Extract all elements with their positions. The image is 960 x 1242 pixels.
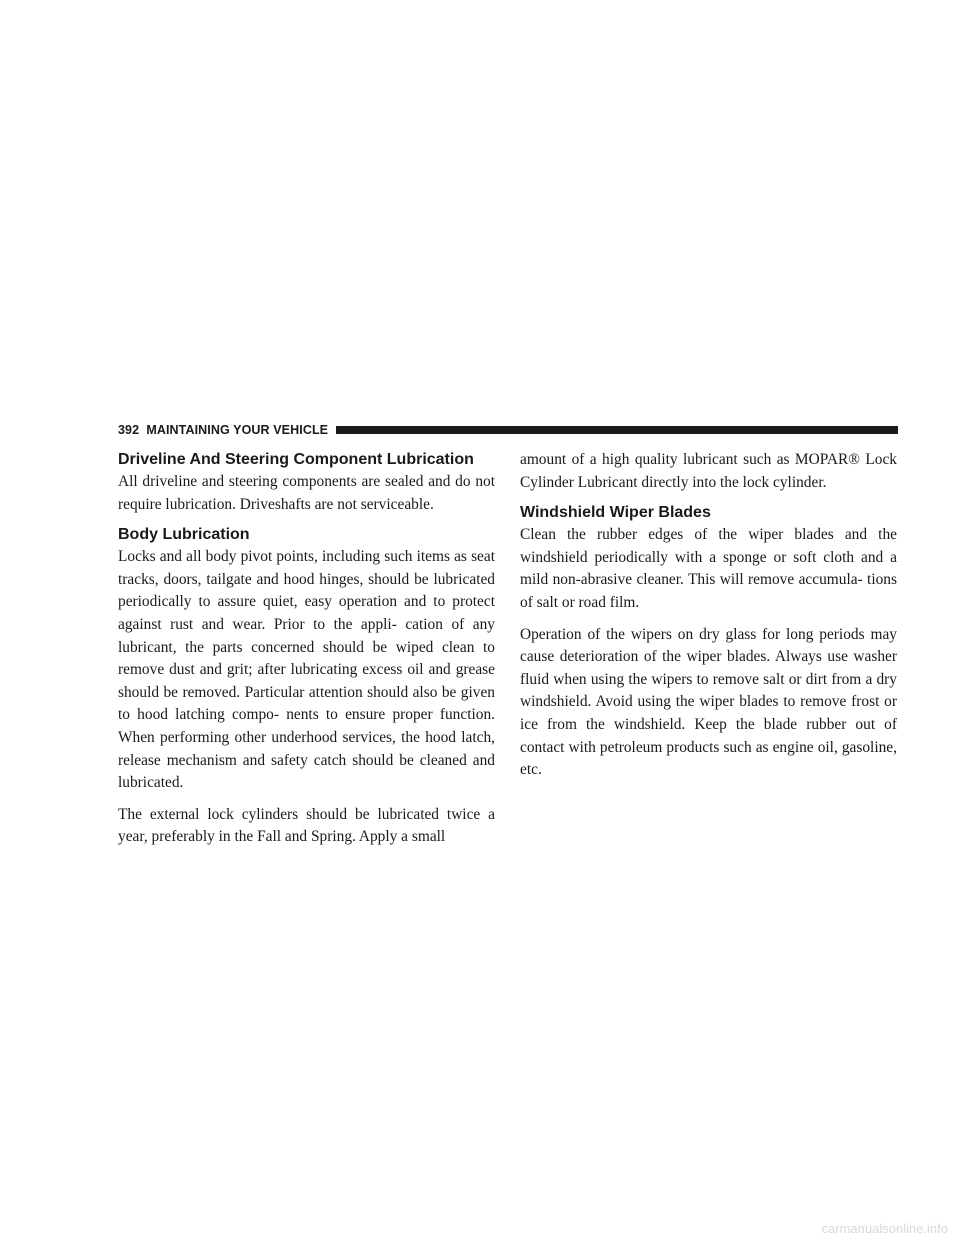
paragraph-wiper-blades-1: Clean the rubber edges of the wiper blades and the windshield periodically with a sponge or soft cloth and a mild non-abrasive cleaner. This will remove accumula- tions of salt or road film. [520, 526, 897, 611]
paragraph-body-lubrication-2: The external lock cylinders should be lubricated twice a year, preferably in the Fall and Spring. Apply a small [118, 805, 495, 846]
page-number: 392 [118, 423, 140, 437]
header-rule [336, 426, 898, 434]
paragraph-lock-cylinder-continuation: amount of a high quality lubricant such as MOPAR® Lock Cylinder Lubricant directly into the lock cylinder. [520, 451, 897, 491]
page-header-label [118, 423, 328, 437]
left-column [118, 449, 495, 849]
paragraph-body-lubrication-1: Locks and all body pivot points, including such items as seat tracks, doors, tailgate and hood hinges, should be lubricated periodically to assure quiet, easy operation and to protect against rust and wear. Prior to the appli- cation of any lubricant, the parts concerned should be wiped clean to remove dust and grit; after lubricating excess oil and grease should be removed. Particular attention should also be given to hood latching compo- nents to ensure proper function. When performing other underhood services, the hood latch, release mechanism and safety catch should be cleaned and lubricated. [118, 548, 495, 792]
running-header [118, 421, 898, 439]
right-column [520, 449, 897, 782]
heading-windshield-wiper-blades: Windshield Wiper Blades [520, 504, 711, 522]
heading-body-lubrication: Body Lubrication [118, 526, 250, 544]
paragraph-wiper-blades-2: Operation of the wipers on dry glass for long periods may cause deterioration of the wiper blades. Always use washer fluid when using the wipers to remove salt or dirt from a dry windshield. Avoid using the wiper blades to remove frost or ice from the windshield. Keep the blade rubber out of contact with petroleum products such as engine oil, gasoline, etc. [520, 625, 897, 779]
heading-driveline-lubrication: Driveline And Steering Component Lubrication [118, 451, 474, 468]
watermark-text: carmanualsonline.info [821, 1221, 948, 1236]
paragraph-driveline: All driveline and steering components are sealed and do not require lubrication. Driveshafts are not serviceable. [118, 473, 495, 513]
section-title: MAINTAINING YOUR VEHICLE [146, 423, 329, 437]
